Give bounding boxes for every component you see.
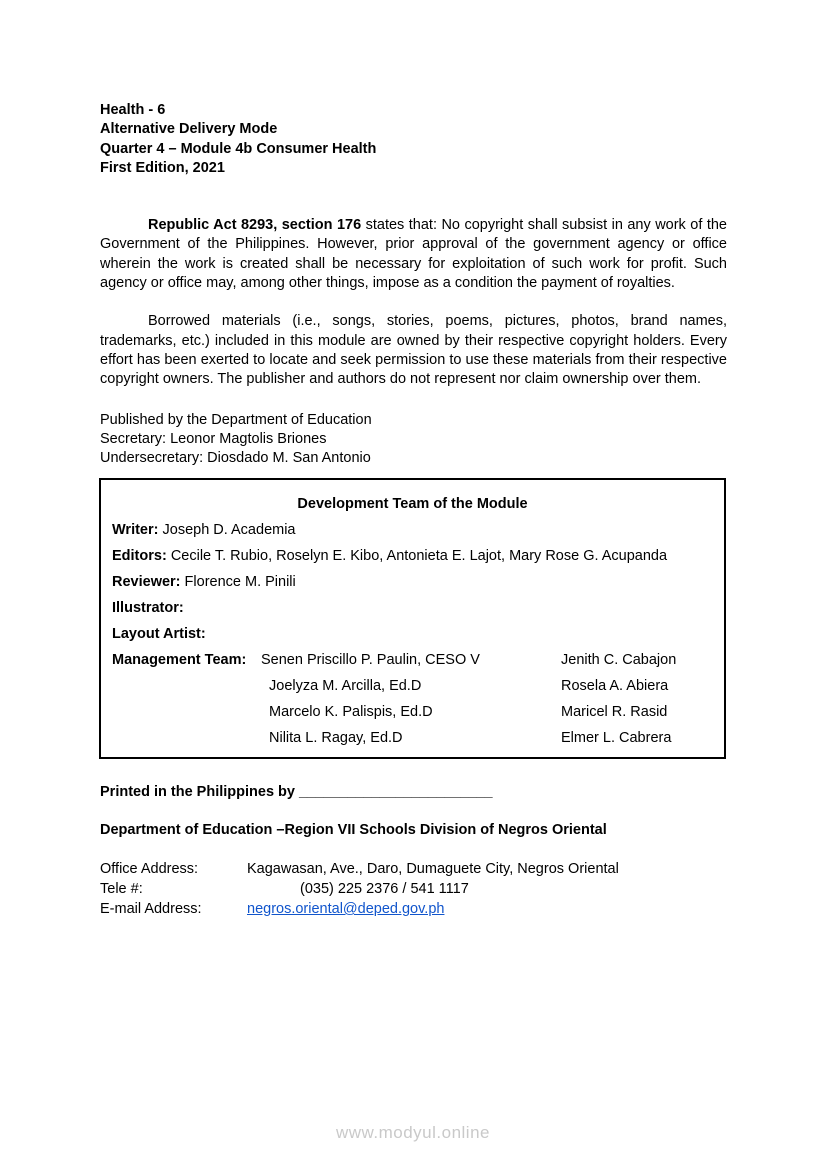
management-team-row-3	[112, 699, 713, 725]
republic-act-body: states that: No copyright shall subsist in any work of the Government of the Philippines. However, prior approval of the government agency or office wherein the work is created shall be necessary for exploitation of such work for profit. Such agency or office may, among other things, impose as a condition the payment of royalties.	[100, 217, 727, 292]
development-team-box	[99, 478, 726, 759]
watermark-text: www.modyul.online	[335, 1123, 490, 1142]
office-address-value: Kagawasan, Ave., Daro, Dumaguete City, Negros Oriental	[247, 861, 619, 878]
module-header	[100, 101, 727, 178]
copyright-paragraph	[100, 216, 727, 293]
division-line: Department of Education –Region VII Schools Division of Negros Oriental	[100, 821, 607, 838]
published-by-line: Published by the Department of Education	[100, 411, 372, 428]
management-team-row-4	[112, 725, 713, 751]
module-header-line-subject: Health - 6	[100, 102, 166, 118]
dev-team-row-writer	[112, 517, 713, 543]
management-right-2: Rosela A. Abiera	[561, 678, 669, 695]
module-header-line-quarter: Quarter 4 – Module 4b Consumer Health	[100, 140, 377, 157]
contact-row-office-address	[100, 859, 727, 879]
republic-act-lead: Republic Act 8293, section 176	[148, 217, 362, 234]
email-label: E-mail Address:	[100, 901, 202, 918]
editors-value: Cecile T. Rubio, Roselyn E. Kibo, Antonieta E. Lajot, Mary Rose G. Acupanda	[170, 548, 668, 565]
office-address-label: Office Address:	[100, 861, 199, 878]
illustrator-label: Illustrator:	[112, 600, 184, 617]
publisher-block	[100, 411, 727, 469]
management-left-3: Marcelo K. Palispis, Ed.D	[269, 704, 433, 721]
telephone-label: Tele #:	[100, 881, 143, 898]
reviewer-value: Florence M. Pinili	[184, 574, 296, 591]
management-team-row-1	[112, 647, 713, 673]
secretary-line: Secretary: Leonor Magtolis Briones	[100, 430, 327, 447]
printed-in-philippines-line: Printed in the Philippines by ________________________	[100, 784, 493, 801]
management-team-label: Management Team:	[112, 652, 247, 669]
management-left-4: Nilita L. Ragay, Ed.D	[269, 730, 403, 747]
undersecretary-line: Undersecretary: Diosdado M. San Antonio	[100, 450, 371, 467]
management-left-2: Joelyza M. Arcilla, Ed.D	[269, 678, 422, 695]
management-right-3: Maricel R. Rasid	[561, 704, 668, 721]
contact-block	[100, 859, 727, 919]
module-header-line-mode: Alternative Delivery Mode	[100, 121, 278, 138]
contact-row-email	[100, 899, 727, 919]
dev-team-row-layout-artist	[112, 621, 713, 647]
contact-row-telephone	[100, 879, 727, 899]
email-link[interactable]: negros.oriental@deped.gov.ph	[247, 901, 445, 918]
writer-label: Writer:	[112, 522, 159, 539]
editors-label: Editors:	[112, 548, 167, 565]
dev-team-row-editors	[112, 543, 713, 569]
development-team-title: Development Team of the Module	[297, 496, 528, 513]
borrowed-materials-paragraph: Borrowed materials (i.e., songs, stories, poems, pictures, photos, brand names, trademarks, etc.) included in this module are owned by their respective copyright holders. Every effort has been exerted to locate and seek permission to use these materials from their respective copyright owners. The publisher and authors do not represent nor claim ownership over them.	[100, 313, 727, 388]
telephone-value: (035) 225 2376 / 541 1117	[300, 881, 469, 898]
management-right-1: Jenith C. Cabajon	[561, 652, 677, 669]
layout-artist-label: Layout Artist:	[112, 626, 206, 643]
writer-value: Joseph D. Academia	[162, 522, 296, 539]
module-header-line-edition: First Edition, 2021	[100, 159, 225, 176]
dev-team-row-reviewer	[112, 569, 713, 595]
management-team-row-2	[112, 673, 713, 699]
management-left-1: Senen Priscillo P. Paulin, CESO V	[261, 652, 480, 669]
page-content	[100, 0, 727, 919]
reviewer-label: Reviewer:	[112, 574, 181, 591]
management-right-4: Elmer L. Cabrera	[561, 730, 672, 747]
dev-team-row-illustrator	[112, 595, 713, 621]
